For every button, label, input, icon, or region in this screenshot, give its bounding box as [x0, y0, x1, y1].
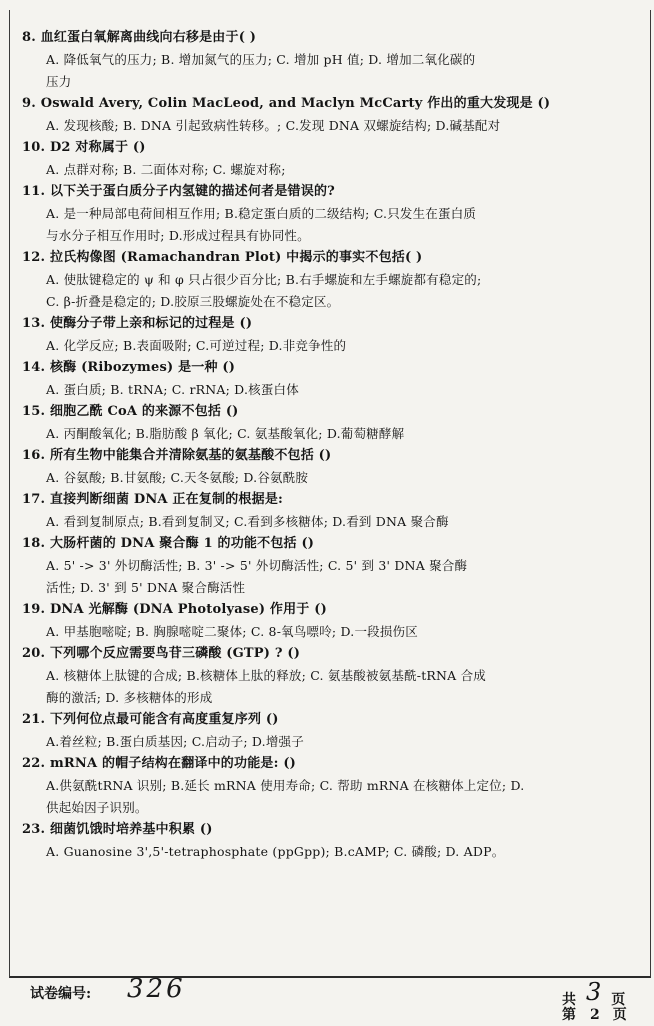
question-options: A. 是一种局部电荷间相互作用; B.稳定蛋白质的二级结构; C.只发生在蛋白质	[46, 206, 477, 221]
question-15	[22, 401, 612, 445]
question-10	[22, 137, 612, 181]
question-13	[22, 313, 612, 357]
question-options: A. 甲基胞嘧啶; B. 胸腺嘧啶二聚体; C. 8-氧鸟嘌呤; D.一段损伤区	[46, 624, 418, 639]
question-stem: 8. 血红蛋白氧解离曲线向右移是由于( )	[22, 30, 257, 45]
question-stem: 9. Oswald Avery, Colin MacLeod, and Maclyn McCarty 作出的重大发现是 ()	[22, 96, 551, 111]
question-options: A. 点群对称; B. 二面体对称; C. 螺旋对称;	[46, 162, 286, 177]
total-suffix: 页	[611, 992, 626, 1008]
page-number-value: 2	[590, 1007, 600, 1023]
question-options: A. 丙酮酸氧化; B.脂肪酸 β 氧化; C. 氨基酸氧化; D.葡萄糖酵解	[46, 426, 405, 441]
total-prefix: 共	[562, 992, 576, 1008]
question-options: 活性; D. 3' 到 5' DNA 聚合酶活性	[46, 580, 246, 595]
question-options: A. Guanosine 3',5'-tetraphosphate (ppGpp); B.cAMP; C. 磷酸; D. ADP。	[46, 844, 505, 859]
question-options: A. 降低氧气的压力; B. 增加氮气的压力; C. 增加 pH 值; D. 增加二氧化碳的	[46, 52, 476, 67]
question-options: A. 看到复制原点; B.看到复制叉; C.看到多核糖体; D.看到 DNA 聚合酶	[46, 514, 449, 529]
question-stem: 16. 所有生物中能集合并清除氨基的氨基酸不包括 ()	[22, 448, 332, 463]
question-stem: 21. 下列何位点最可能含有高度重复序列 ()	[22, 712, 279, 727]
question-stem: 19. DNA 光解酶 (DNA Photolyase) 作用于 ()	[22, 602, 327, 617]
question-stem: 15. 细胞乙酰 CoA 的来源不包括 ()	[22, 404, 239, 419]
question-stem: 14. 核酶 (Ribozymes) 是一种 ()	[22, 360, 236, 375]
question-stem: 23. 细菌饥饿时培养基中积累 ()	[22, 822, 213, 837]
question-options: 压力	[46, 74, 72, 89]
question-options: A. 谷氨酸; B.甘氨酸; C.天冬氨酸; D.谷氨酰胺	[46, 470, 309, 485]
question-stem: 22. mRNA 的帽子结构在翻译中的功能是: ()	[22, 756, 297, 771]
total-pages-value: 3	[586, 978, 602, 1006]
question-stem: 11. 以下关于蛋白质分子内氢键的描述何者是错误的?	[22, 184, 335, 199]
question-16	[22, 445, 612, 489]
question-stem: 10. D2 对称属于 ()	[22, 140, 146, 155]
page-prefix: 第	[562, 1007, 576, 1023]
question-options: C. β-折叠是稳定的; D.胶原三股螺旋处在不稳定区。	[46, 294, 340, 309]
page-suffix: 页	[612, 1007, 627, 1023]
question-options: A. 化学反应; B.表面吸附; C.可逆过程; D.非竞争性的	[46, 338, 347, 353]
question-options: A. 蛋白质; B. tRNA; C. rRNA; D.核蛋白体	[46, 382, 299, 397]
question-options: 酶的激活; D. 多核糖体的形成	[46, 690, 213, 705]
exam-number-label: 试卷编号:	[30, 986, 92, 1002]
page-number	[562, 1004, 627, 1024]
question-stem: 13. 使酶分子带上亲和标记的过程是 ()	[22, 316, 253, 331]
question-23	[22, 819, 612, 863]
exam-number-handwritten: 326	[127, 974, 186, 1004]
question-20	[22, 643, 612, 709]
question-stem: 18. 大肠杆菌的 DNA 聚合酶 1 的功能不包括 ()	[22, 536, 315, 551]
question-options: A. 核糖体上肽键的合成; B.核糖体上肽的释放; C. 氨基酸被氨基酰-tRNA 合成	[46, 668, 486, 683]
question-options: A. 发现核酸; B. DNA 引起致病性转移。; C.发现 DNA 双螺旋结构; D.碱基配对	[46, 118, 501, 133]
question-stem: 20. 下列哪个反应需要鸟苷三磷酸 (GTP) ? ()	[22, 646, 301, 661]
question-options: A.着丝粒; B.蛋白质基因; C.启动子; D.增强子	[46, 734, 304, 749]
question-14	[22, 357, 612, 401]
question-options: A. 5' -> 3' 外切酶活性; B. 3' -> 5' 外切酶活性; C. 5' 到 3' DNA 聚合酶	[46, 558, 468, 573]
question-21	[22, 709, 612, 753]
question-9	[22, 93, 612, 137]
question-options: A.供氨酰tRNA 识别; B.延长 mRNA 使用寿命; C. 帮助 mRNA 在核糖体上定位; D.	[46, 778, 525, 793]
question-list	[22, 27, 612, 863]
question-12	[22, 247, 612, 313]
question-11	[22, 181, 612, 247]
question-19	[22, 599, 612, 643]
question-22	[22, 753, 612, 819]
question-18	[22, 533, 612, 599]
question-options: 与水分子相互作用时; D.形成过程具有协同性。	[46, 228, 310, 243]
question-stem: 17. 直接判断细菌 DNA 正在复制的根据是:	[22, 492, 284, 507]
question-8	[22, 27, 612, 93]
question-options: 供起始因子识别。	[46, 800, 148, 815]
question-options: A. 使肽键稳定的 ψ 和 φ 只占很少百分比; B.右手螺旋和左手螺旋都有稳定的;	[46, 272, 482, 287]
question-17	[22, 489, 612, 533]
question-stem: 12. 拉氏构像图 (Ramachandran Plot) 中揭示的事实不包括( )	[22, 250, 423, 265]
